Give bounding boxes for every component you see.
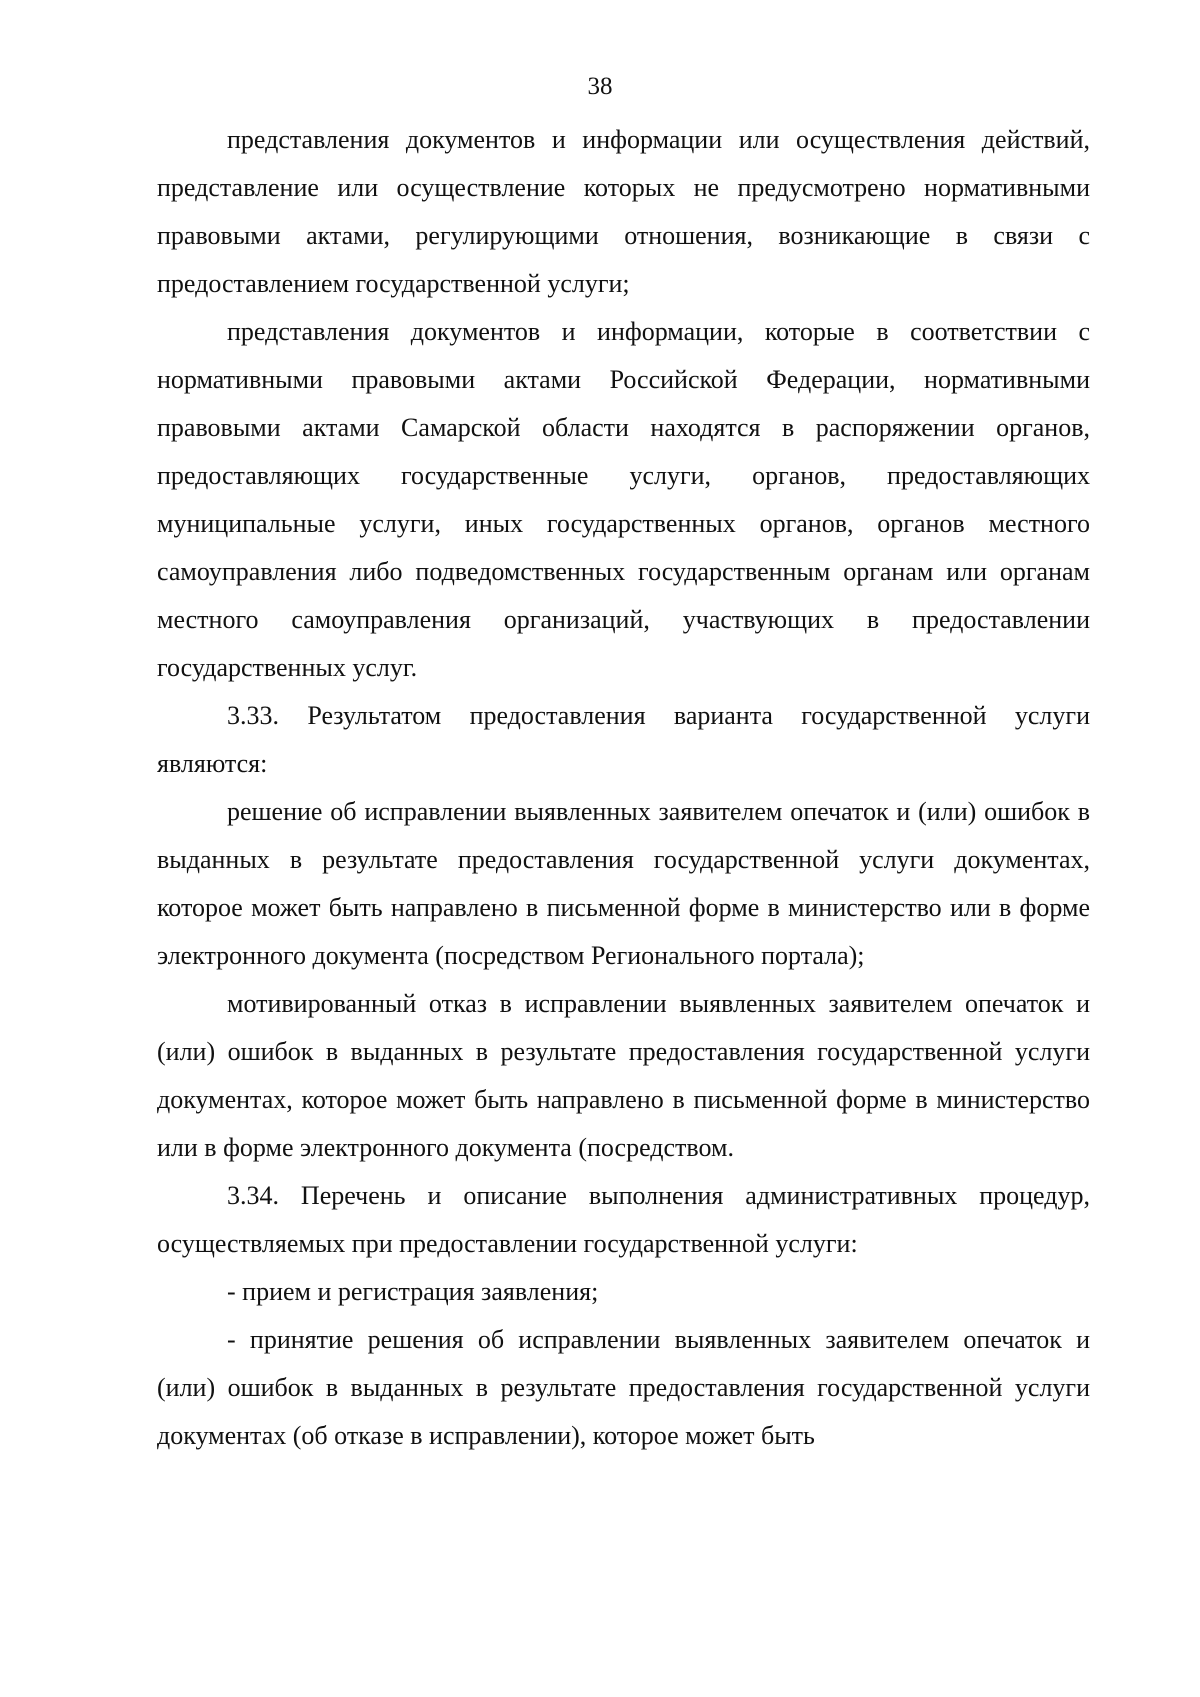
list-item-correction-decision: - принятие решения об исправлении выявленных заявителем опечаток и (или) ошибок в выданных в результате предоставления государственной услуги документах (об отказе в исправлении), которое может быть xyxy=(157,1325,1090,1450)
list-item-application-intake: - прием и регистрация заявления; xyxy=(227,1277,599,1306)
page-number: 38 xyxy=(587,73,613,100)
paragraph-3-33-heading: 3.33. Результатом предоставления варианта государственной услуги являются: xyxy=(157,701,1090,778)
paragraph-documents-held-by-agencies: представления документов и информации, которые в соответствии с нормативными правовыми актами Российской Федерации, нормативными правовыми актами Самарской области находятся в распоряжении органов, предоставляющих государственные услуги, органов, предоставляющих муниципальные услуги, иных государственных органов, органов местного самоуправления либо подведомственных государственным органам или органам местного самоуправления организаций, участвующих в предоставлении государственных услуг. xyxy=(157,317,1090,682)
document-body xyxy=(157,116,1090,1460)
paragraph-reasoned-refusal: мотивированный отказ в исправлении выявленных заявителем опечаток и (или) ошибок в выданных в результате предоставления государственной услуги документах, которое может быть направлено в письменной форме в министерство или в форме электронного документа (посредством. xyxy=(157,989,1090,1162)
paragraph-correction-decision: решение об исправлении выявленных заявителем опечаток и (или) ошибок в выданных в результате предоставления государственной услуги документах, которое может быть направлено в письменной форме в министерство или в форме электронного документа (посредством Регионального портала); xyxy=(157,797,1090,970)
paragraph-documents-not-required: представления документов и информации или осуществления действий, представление или осуществление которых не предусмотрено нормативными правовыми актами, регулирующими отношения, возникающие в связи с предоставлением государственной услуги; xyxy=(157,125,1090,298)
paragraph-3-34-heading: 3.34. Перечень и описание выполнения административных процедур, осуществляемых при предоставлении государственной услуги: xyxy=(157,1181,1090,1258)
